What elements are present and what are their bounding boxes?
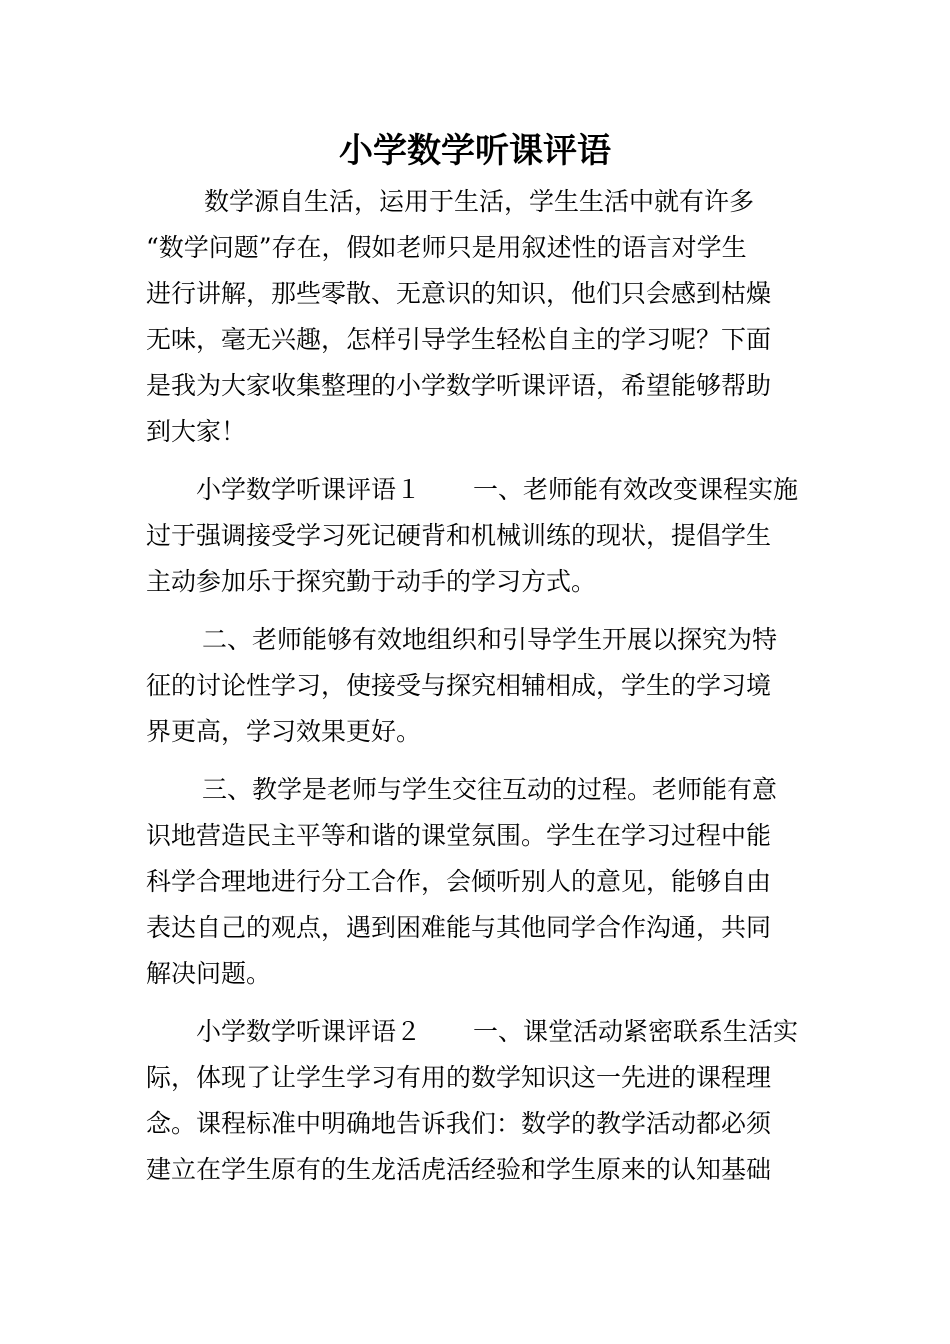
text-line: “数学问题”存在，假如老师只是用叙述性的语言对学生 xyxy=(146,233,747,262)
text-line: 三、教学是老师与学生交往互动的过程。老师能有意 xyxy=(202,775,778,804)
text-line: 解决问题。 xyxy=(146,959,272,988)
document-title: 小学数学听课评语 xyxy=(339,131,611,171)
section-line-text: 一、课堂活动紧密联系生活实 xyxy=(473,1017,799,1046)
text-line: 主动参加乐于探究勤于动手的学习方式。 xyxy=(146,567,597,596)
paragraph-section-1 xyxy=(146,468,806,606)
paragraph-point-three xyxy=(146,768,806,998)
text-line: 进行讲解，那些零散、无意识的知识，他们只会感到枯燥 xyxy=(146,279,772,308)
text-line: 界更高，学习效果更好。 xyxy=(146,717,422,746)
text-line: 过于强调接受学习死记硬背和机械训练的现状，提倡学生 xyxy=(146,521,772,550)
text-line: 表达自己的观点，遇到困难能与其他同学合作沟通，共同 xyxy=(146,913,772,942)
section-line-text: 一、老师能有效改变课程实施 xyxy=(473,475,799,504)
text-line xyxy=(146,468,806,514)
text-line xyxy=(146,1010,806,1056)
text-line: 二、老师能够有效地组织和引导学生开展以探究为特 xyxy=(202,625,778,654)
text-line: 到大家！ xyxy=(146,417,247,446)
text-line: 科学合理地进行分工合作，会倾听别人的意见，能够自由 xyxy=(146,867,772,896)
text-line: 识地营造民主平等和谐的课堂氛围。学生在学习过程中能 xyxy=(146,821,772,850)
document-body xyxy=(146,180,806,1194)
text-line: 际，体现了让学生学习有用的数学知识这一先进的课程理 xyxy=(146,1063,772,1092)
text-line: 是我为大家收集整理的小学数学听课评语，希望能够帮助 xyxy=(146,371,772,400)
paragraph-intro xyxy=(146,180,806,456)
paragraph-point-two xyxy=(146,618,806,756)
text-line: 数学源自生活，运用于生活，学生生活中就有许多 xyxy=(204,187,755,216)
text-line: 念。课程标准中明确地告诉我们：数学的教学活动都必须 xyxy=(146,1109,772,1138)
text-line: 无味，毫无兴趣，怎样引导学生轻松自主的学习呢？下面 xyxy=(146,325,772,354)
text-line: 征的讨论性学习，使接受与探究相辅相成，学生的学习境 xyxy=(146,671,772,700)
section-heading: 小学数学听课评语２ xyxy=(196,1017,422,1046)
paragraph-section-2 xyxy=(146,1010,806,1194)
text-line: 建立在学生原有的生龙活虎活经验和学生原来的认知基础 xyxy=(146,1155,772,1184)
section-heading: 小学数学听课评语１ xyxy=(196,475,422,504)
